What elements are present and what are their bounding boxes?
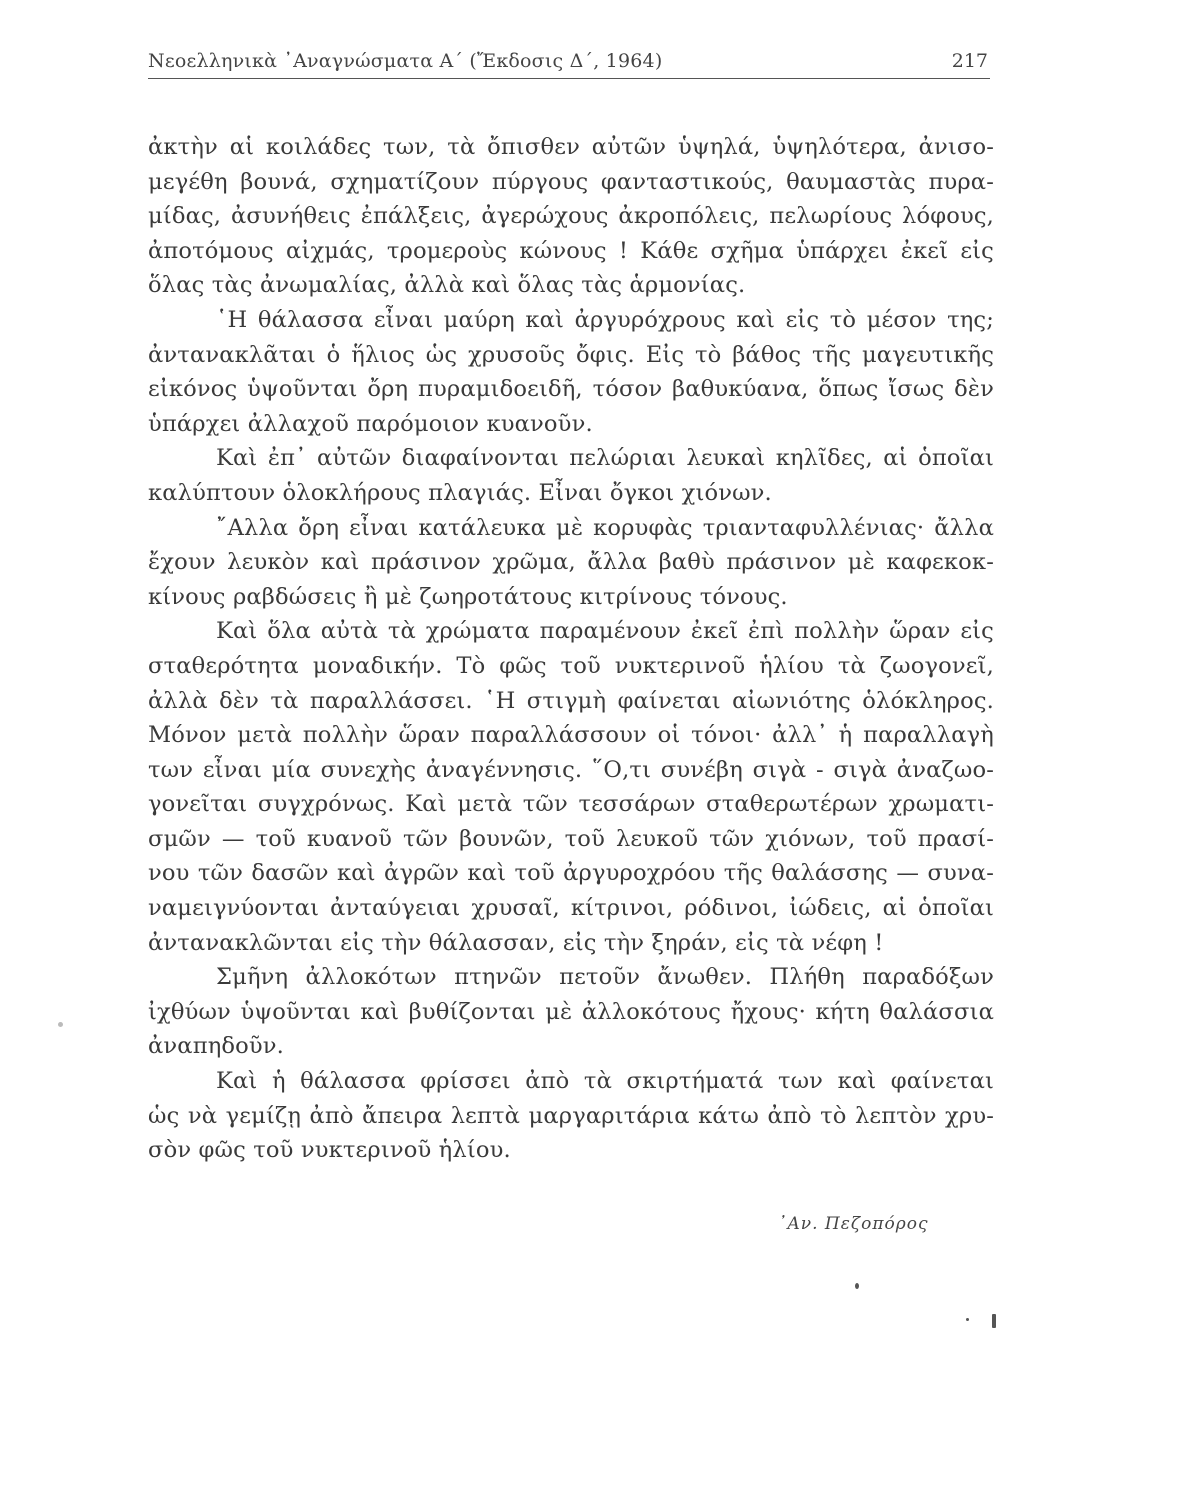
text-line: Καὶ ἐπ᾿ αὐτῶν διαφαίνονται πελώριαι λευκαὶ κηλῖδες, αἱ ὁποῖαι xyxy=(216,445,994,472)
text-line: ὡς νὰ γεμίζῃ ἀπὸ ἄπειρα λεπτὰ μαργαριτάρια κάτω ἀπὸ τὸ λεπτὸν χρυ- xyxy=(148,1102,994,1129)
text-line: ῾Η θάλασσα εἶναι μαύρη καὶ ἀργυρόχρους καὶ εἰς τὸ μέσον της; xyxy=(216,306,994,333)
text-line: ὅλας τὰς ἀνωμαλίας, ἀλλὰ καὶ ὅλας τὰς ἁρμονίας. xyxy=(148,272,746,299)
text-line: ἀκτὴν αἱ κοιλάδες των, τὰ ὄπισθεν αὐτῶν ὑψηλά, ὑψηλότερα, ἀνισο- xyxy=(148,134,994,160)
scan-speck xyxy=(966,1318,969,1321)
text-line: ἀποτόμους αἰχμάς, τρομεροὺς κώνους ! Κάθε σχῆμα ὑπάρχει ἐκεῖ εἰς xyxy=(148,237,994,264)
body-text xyxy=(148,130,994,1168)
text-line: ἀλλὰ δὲν τὰ παραλλάσσει. ῾Η στιγμὴ φαίνεται αἰωνιότης ὁλόκληρος. xyxy=(148,687,994,714)
page-number: 217 xyxy=(951,50,988,72)
text-line: καλύπτουν ὁλοκλήρους πλαγιάς. Εἶναι ὄγκοι χιόνων. xyxy=(148,479,772,506)
text-line: νου τῶν δασῶν καὶ ἀγρῶν καὶ τοῦ ἀργυροχρόου τῆς θαλάσσης — συνα- xyxy=(148,860,994,887)
text-line: ναμειγνύονται ἀνταύγειαι χρυσαῖ, κίτρινοι, ρόδινοι, ἰώδεις, αἱ ὁποῖαι xyxy=(148,895,994,922)
text-line: ἀντανακλᾶται ὁ ἥλιος ὡς χρυσοῦς ὄφις. Εἰς τὸ βάθος τῆς μαγευτικῆς xyxy=(148,341,994,368)
text-line: ῎Αλλα ὄρη εἶναι κατάλευκα μὲ κορυφὰς τριανταφυλλένιας· ἄλλα xyxy=(216,514,994,541)
text-line: σμῶν — τοῦ κυανοῦ τῶν βουνῶν, τοῦ λευκοῦ τῶν χιόνων, τοῦ πρασί- xyxy=(148,825,994,852)
author-signature: ᾿Αν. Πεζοπόρος xyxy=(778,1214,929,1234)
text-line: Καὶ ἡ θάλασσα φρίσσει ἀπὸ τὰ σκιρτήματά των καὶ φαίνεται xyxy=(216,1068,994,1095)
text-line: ἀντανακλῶνται εἰς τὴν θάλασσαν, εἰς τὴν ξηράν, εἰς τὰ νέφη ! xyxy=(148,929,884,956)
text-line: κίνους ραβδώσεις ἢ μὲ ζωηροτάτους κιτρίνους τόνους. xyxy=(148,583,788,610)
scan-speck xyxy=(58,1022,63,1027)
scan-speck xyxy=(855,1283,859,1289)
text-line: των εἶναι μία συνεχὴς ἀναγέννησις. ῞Ο,τι συνέβη σιγὰ - σιγὰ ἀναζωο- xyxy=(148,756,994,783)
text-line: Μόνον μετὰ πολλὴν ὥραν παραλλάσσουν οἱ τόνοι· ἀλλ᾿ ἡ παραλλαγὴ xyxy=(148,722,994,749)
text-line: γονεῖται συγχρόνως. Καὶ μετὰ τῶν τεσσάρων σταθερωτέρων χρωματι- xyxy=(148,791,994,818)
text-line: εἰκόνος ὑψοῦνται ὄρη πυραμιδοειδῆ, τόσον βαθυκύανα, ὅπως ἴσως δὲν xyxy=(148,376,994,403)
text-line: σὸν φῶς τοῦ νυκτερινοῦ ἡλίου. xyxy=(148,1137,511,1164)
text-line: Καὶ ὅλα αὐτὰ τὰ χρώματα παραμένουν ἐκεῖ ἐπὶ πολλὴν ὥραν εἰς xyxy=(216,618,994,645)
text-line: Σμῆνη ἀλλοκότων πτηνῶν πετοῦν ἄνωθεν. Πλήθη παραδόξων xyxy=(216,964,994,991)
book-title: Νεοελληνικὰ ᾿Αναγνώσματα Α΄ (Ἔκδοσις Δ΄, 1964) xyxy=(148,50,663,72)
text-line: μίδας, ἀσυνήθεις ἐπάλξεις, ἀγερώχους ἀκροπόλεις, πελωρίους λόφους, xyxy=(148,203,994,230)
scan-speck xyxy=(992,1314,996,1328)
text-line: ἀναπηδοῦν. xyxy=(148,1033,284,1060)
text-line: ὑπάρχει ἀλλαχοῦ παρόμοιον κυανοῦν. xyxy=(148,410,593,437)
text-line: ἰχθύων ὑψοῦνται καὶ βυθίζονται μὲ ἀλλοκότους ἤχους· κήτη θαλάσσια xyxy=(148,998,994,1025)
text-line: ἔχουν λευκὸν καὶ πράσινον χρῶμα, ἄλλα βαθὺ πράσινον μὲ καφεκοκ- xyxy=(148,549,994,576)
text-line: μεγέθη βουνά, σχηματίζουν πύργους φανταστικούς, θαυμαστὰς πυρα- xyxy=(148,168,994,195)
text-line: σταθερότητα μοναδικήν. Τὸ φῶς τοῦ νυκτερινοῦ ἡλίου τὰ ζωογονεῖ, xyxy=(148,652,994,679)
running-header xyxy=(148,48,990,79)
